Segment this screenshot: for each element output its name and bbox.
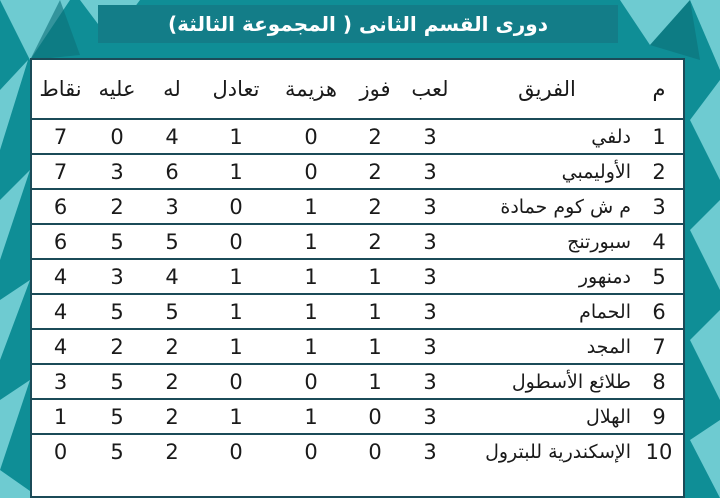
cell-rank: 1 [635, 119, 683, 154]
cell-points: 0 [53, 440, 68, 464]
cell-played: 3 [401, 154, 459, 189]
cell-team: م ش كوم حمادة [459, 189, 635, 224]
cell-points: 7 [32, 154, 89, 189]
cell-played: 3 [401, 224, 459, 259]
cell-goals-for: 4 [145, 119, 199, 154]
cell-team: الهلال [459, 399, 635, 434]
cell-team: دمنهور [459, 259, 635, 294]
cell-played: 3 [401, 259, 459, 294]
cell-won: 1 [349, 364, 401, 399]
cell-drawn: 0 [229, 440, 243, 464]
cell-goals-for: 2 [145, 399, 199, 434]
cell-played: 3 [401, 329, 459, 364]
cell-rank: 6 [635, 294, 683, 329]
column-header-team: الفريق [459, 60, 635, 119]
cell-lost: 1 [273, 399, 349, 434]
cell-team: الحمام [459, 294, 635, 329]
table-row [32, 119, 683, 154]
table-row [32, 399, 683, 434]
cell-goals-against: 5 [89, 224, 145, 259]
cell-played: 3 [401, 119, 459, 154]
cell-rank: 4 [635, 224, 683, 259]
cell-rank: 2 [635, 154, 683, 189]
cell-rank: 5 [635, 259, 683, 294]
cell-rank: 8 [635, 364, 683, 399]
cell-team: الأوليمبي [459, 154, 635, 189]
cell-goals-against: 5 [89, 294, 145, 329]
cell-goals-against: 2 [89, 329, 145, 364]
cell-played: 3 [401, 364, 459, 399]
cell-goals-against: 5 [89, 364, 145, 399]
cell-drawn: 1 [199, 399, 273, 434]
column-header-goals-against: عليه [89, 60, 145, 119]
cell-lost: 1 [273, 329, 349, 364]
cell-goals-for: 3 [145, 189, 199, 224]
column-header-drawn: تعادل [199, 60, 273, 119]
cell-goals-against: 3 [89, 259, 145, 294]
cell-goals-against: 5 [110, 440, 124, 464]
cell-won: 1 [349, 329, 401, 364]
cell-drawn: 1 [199, 329, 273, 364]
cell-lost: 1 [273, 259, 349, 294]
cell-team: طلائع الأسطول [459, 364, 635, 399]
table-row [32, 364, 683, 399]
cell-played: 3 [401, 294, 459, 329]
cell-goals-against: 3 [89, 154, 145, 189]
cell-played: 3 [401, 399, 459, 434]
standings-table [32, 60, 683, 469]
cell-rank: 10 [645, 440, 673, 464]
cell-won: 2 [349, 119, 401, 154]
cell-won: 0 [349, 399, 401, 434]
cell-drawn: 0 [199, 189, 273, 224]
table-row [32, 259, 683, 294]
table-row [32, 154, 683, 189]
cell-goals-for: 5 [145, 224, 199, 259]
cell-goals-against: 5 [89, 399, 145, 434]
cell-goals-for: 2 [145, 329, 199, 364]
cell-won: 1 [349, 259, 401, 294]
cell-points: 4 [32, 294, 89, 329]
cell-won: 2 [349, 154, 401, 189]
cell-goals-for: 5 [145, 294, 199, 329]
column-header-played: لعب [401, 60, 459, 119]
cell-lost: 0 [273, 119, 349, 154]
cell-played: 3 [423, 440, 437, 464]
cell-lost: 1 [273, 189, 349, 224]
table-row [32, 294, 683, 329]
cell-rank: 7 [635, 329, 683, 364]
cell-team: المجد [459, 329, 635, 364]
header-row [32, 60, 683, 119]
page-title: دورى القسم الثانى ( المجموعة الثالثة) [98, 5, 618, 43]
column-header-lost: هزيمة [273, 60, 349, 119]
cell-drawn: 0 [199, 224, 273, 259]
cell-goals-for: 2 [165, 440, 179, 464]
cell-drawn: 1 [199, 119, 273, 154]
table-row [32, 224, 683, 259]
cell-team: سبورتنج [459, 224, 635, 259]
column-header-points: نقاط [32, 60, 89, 119]
standings-table-container [30, 58, 685, 498]
cell-won: 2 [349, 224, 401, 259]
column-header-goals-for: له [145, 60, 199, 119]
cell-rank: 3 [635, 189, 683, 224]
cell-goals-for: 2 [145, 364, 199, 399]
cell-points: 1 [32, 399, 89, 434]
cell-team: الإسكندرية للبترول [485, 441, 631, 463]
cell-points: 7 [32, 119, 89, 154]
cell-lost: 1 [273, 224, 349, 259]
cell-drawn: 1 [199, 259, 273, 294]
table-row [32, 189, 683, 224]
cell-lost: 0 [273, 154, 349, 189]
column-header-rank: م [635, 60, 683, 119]
cell-goals-against: 0 [89, 119, 145, 154]
cell-won: 0 [368, 440, 382, 464]
cell-goals-for: 4 [145, 259, 199, 294]
cell-points: 3 [32, 364, 89, 399]
cell-goals-against: 2 [89, 189, 145, 224]
cell-drawn: 1 [199, 294, 273, 329]
cell-played: 3 [401, 189, 459, 224]
cell-drawn: 0 [199, 364, 273, 399]
cell-won: 1 [349, 294, 401, 329]
cell-drawn: 1 [199, 154, 273, 189]
cell-points: 4 [32, 329, 89, 364]
cell-team: دلفي [459, 119, 635, 154]
cell-lost: 1 [273, 294, 349, 329]
cell-points: 6 [32, 189, 89, 224]
cell-lost: 0 [304, 440, 318, 464]
cell-points: 4 [32, 259, 89, 294]
cell-won: 2 [349, 189, 401, 224]
table-row [32, 434, 683, 469]
column-header-won: فوز [349, 60, 401, 119]
cell-goals-for: 6 [145, 154, 199, 189]
cell-lost: 0 [273, 364, 349, 399]
cell-points: 6 [32, 224, 89, 259]
table-row [32, 329, 683, 364]
cell-rank: 9 [635, 399, 683, 434]
